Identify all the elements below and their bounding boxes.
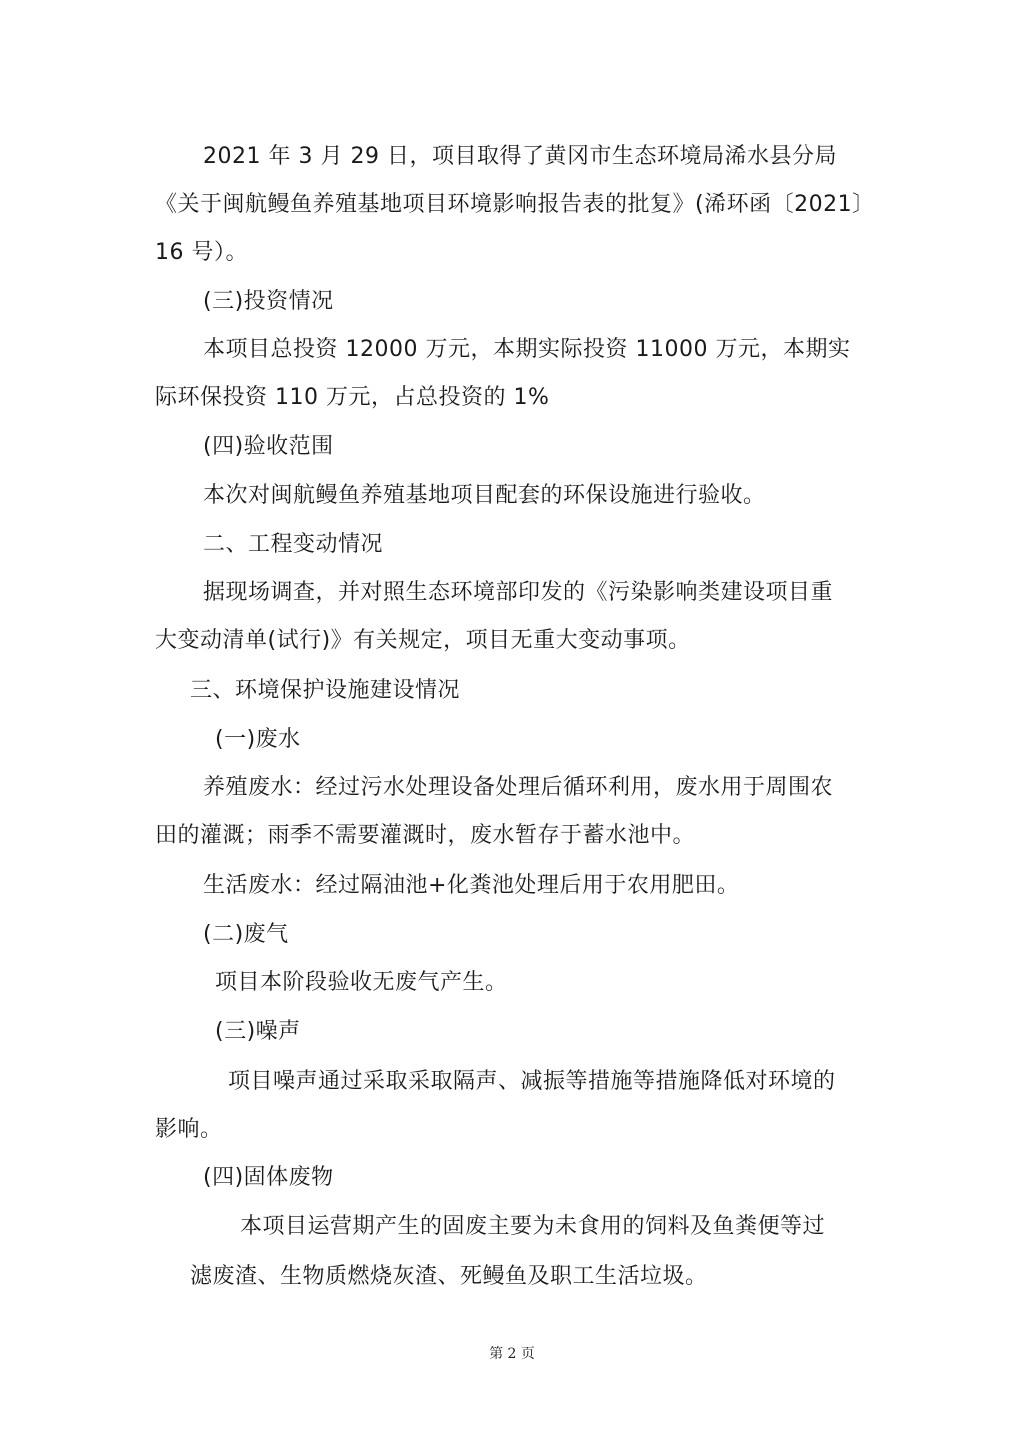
text-line-8: 本次对闽航鳗鱼养殖基地项目配套的环保设施进行验收。 [203, 483, 766, 508]
text-line-15: 田的灌溉；雨季不需要灌溉时，废水暂存于蓄水池中。 [155, 823, 696, 848]
section-heading-acceptance-scope: (四)验收范围 [203, 434, 334, 459]
text-line-6: 际环保投资 110 万元，占总投资的 1% [155, 385, 550, 410]
page-number: 第 2 页 [489, 1346, 535, 1362]
text-line-23: 本项目运营期产生的固废主要为未食用的饲料及鱼粪便等过 [240, 1214, 826, 1239]
text-line-2: 《关于闽航鳗鱼养殖基地项目环境影响报告表的批复》(浠环函〔2021〕 [155, 192, 875, 217]
text-line-3: 16 号）。 [155, 240, 248, 265]
text-line-5: 本项目总投资 12000 万元，本期实际投资 11000 万元，本期实 [203, 337, 851, 362]
section-heading-env-protection: 三、环境保护设施建设情况 [190, 678, 461, 703]
text-line-20: 项目噪声通过采取采取隔声、减振等措施等措施降低对环境的 [228, 1069, 836, 1094]
text-line-11: 大变动清单(试行)》有关规定，项目无重大变动事项。 [155, 628, 691, 653]
text-line-21: 影响。 [155, 1117, 223, 1142]
subheading-wastewater: (一)废水 [215, 727, 301, 752]
text-line-18: 项目本阶段验收无废气产生。 [215, 970, 508, 995]
text-line-24: 滤废渣、生物质燃烧灰渣、死鳗鱼及职工生活垃圾。 [190, 1264, 708, 1289]
text-line-14: 养殖废水：经过污水处理设备处理后循环利用，废水用于周围农 [203, 775, 834, 800]
text-line-1: 2021 年 3 月 29 日，项目取得了黄冈市生态环境局浠水县分局 [203, 144, 837, 169]
section-heading-investment: (三)投资情况 [203, 289, 334, 314]
section-heading-project-changes: 二、工程变动情况 [203, 532, 384, 557]
text-line-16: 生活废水：经过隔油池+化粪池处理后用于农用肥田。 [203, 873, 740, 898]
subheading-noise: (三)噪声 [215, 1019, 301, 1044]
subheading-solid-waste: (四)固体废物 [203, 1165, 334, 1190]
subheading-exhaust-gas: (二)废气 [203, 922, 289, 947]
text-line-10: 据现场调查，并对照生态环境部印发的《污染影响类建设项目重 [203, 580, 834, 605]
